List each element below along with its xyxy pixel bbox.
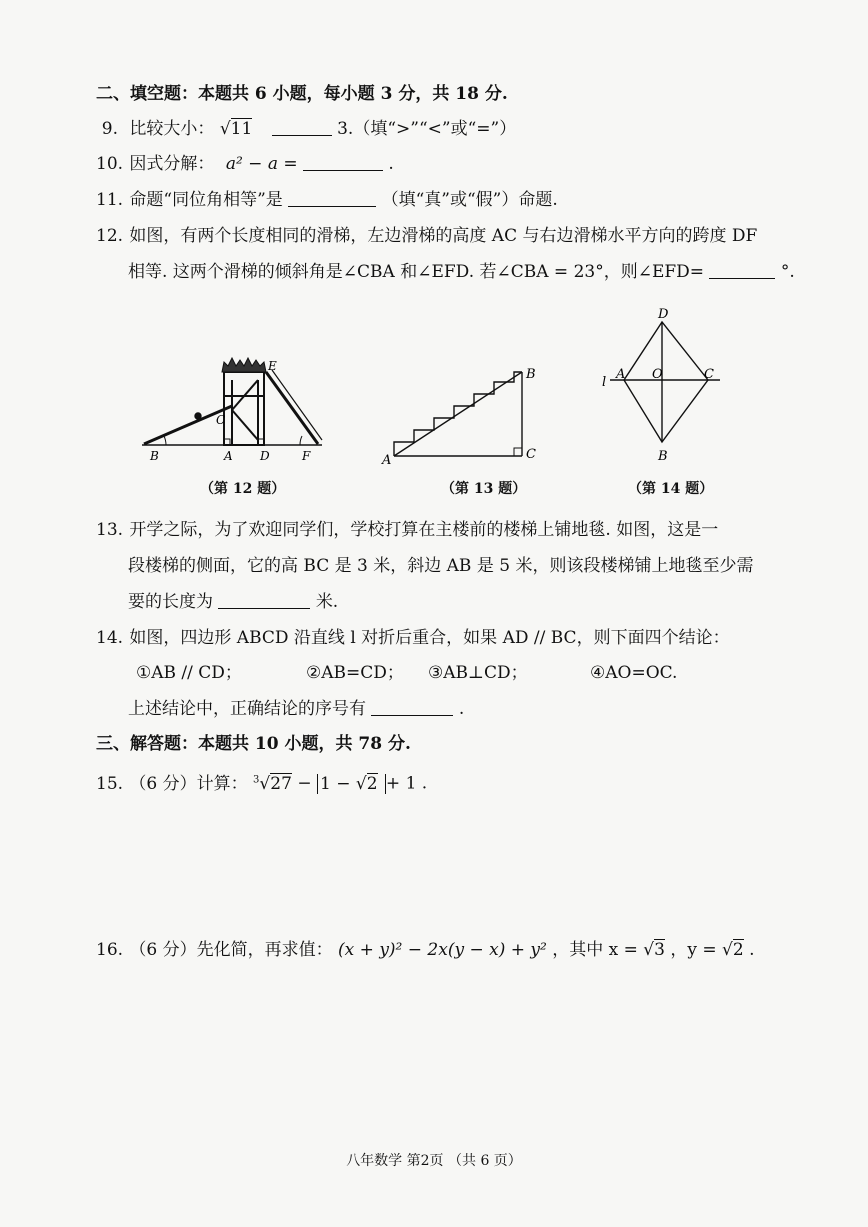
fig12-label-f: F (302, 449, 311, 463)
q16-radicand-y: 2 (732, 940, 744, 960)
fig13-label-b: B (526, 367, 536, 382)
q15-radicand-2: 2 (366, 773, 378, 794)
question-9 (96, 117, 516, 141)
q16-sep: ，y = (670, 940, 722, 960)
q16-end: . (749, 940, 755, 960)
q14-option-3: ③AB⊥CD； (428, 663, 528, 683)
figure-14-caption: （第 14 题） (628, 481, 714, 497)
fig14-label-d: D (658, 307, 669, 322)
q9-number: 9. (101, 119, 118, 139)
q15-root-index: 3 (253, 774, 260, 785)
q15-radicand-1: 27 (270, 773, 292, 794)
question-10 (96, 152, 394, 176)
fig12-label-c: C (216, 413, 226, 427)
q9-text-2: 3.（填“>”“<”或“=”） (337, 119, 517, 139)
figure-12-caption: （第 12 题） (200, 481, 286, 497)
right-slide (266, 372, 318, 444)
figure-13-staircase (380, 360, 550, 470)
fig12-label-d: D (260, 449, 270, 463)
fig13-label-a: A (382, 453, 392, 468)
q11-text-2: （填“真”或“假”）命题. (381, 190, 558, 210)
q9-answer-blank[interactable] (272, 117, 332, 136)
stair-hypotenuse (394, 372, 522, 456)
q14-line-3-text: 上述结论中，正确结论的序号有 (128, 699, 366, 719)
q15-number: 15. (96, 773, 124, 794)
q14-number: 14. (96, 628, 124, 648)
figure-13-caption: （第 13 题） (441, 481, 527, 497)
fig12-label-b: B (150, 449, 159, 463)
q15-minus: − (297, 773, 317, 794)
q15-cube-root: $^3$√27 (253, 773, 292, 794)
fig14-label-a: A (616, 367, 626, 382)
fig12-label-a: A (224, 449, 233, 463)
q9-sqrt: √11 (219, 119, 253, 139)
question-15 (96, 768, 427, 796)
page-footer: 八年数学 第2页 （共 6 页） (346, 1153, 522, 1169)
quad-abcd (624, 322, 708, 442)
q16-sqrt-x: √3 (643, 940, 665, 960)
q12-answer-blank[interactable] (709, 260, 775, 279)
q14-option-2: ②AB=CD； (306, 663, 404, 683)
q15-tail: + 1 . (385, 773, 428, 794)
q13-line-1-text: 开学之际，为了欢迎同学们，学校打算在主楼前的楼梯上铺地毯. 如图，这是一 (129, 520, 719, 540)
section-2-title: 二、填空题：本题共 6 小题，每小题 3 分，共 18 分. (96, 84, 508, 104)
q13-line-3-end: 米. (315, 592, 339, 612)
q10-text-1: 因式分解： (129, 154, 215, 174)
q14-line-3-end: . (458, 699, 465, 719)
fig13-label-c: C (526, 447, 536, 462)
fig14-label-l: l (602, 375, 607, 390)
fig14-label-b: B (658, 449, 668, 464)
question-13-line-3 (128, 590, 338, 614)
q12-line-2-end: °. (780, 262, 795, 282)
q12-number: 12. (96, 226, 124, 246)
q9-radicand: 11 (230, 119, 253, 139)
q13-answer-blank[interactable] (218, 590, 310, 609)
q15-absolute-value: 1 − √2 (317, 774, 386, 794)
question-14-line-3 (128, 697, 464, 721)
q14-option-4: ④AO=OC. (590, 663, 678, 683)
q16-number: 16. (96, 940, 124, 960)
fig14-label-c: C (704, 367, 714, 382)
tower-roof (222, 358, 266, 372)
q10-number: 10. (96, 154, 124, 174)
q15-abs-inner: 1 − (319, 773, 356, 794)
fig12-label-e: E (268, 359, 277, 373)
q16-text: （6 分）先化简，再求值： (129, 940, 333, 960)
fig14-label-o: O (652, 367, 663, 382)
q14-option-1: ①AB // CD； (136, 663, 242, 683)
q14-line-1-text: 如图，四边形 ABCD 沿直线 l 对折后重合，如果 AD // BC，则下面四个结论： (129, 628, 730, 648)
q11-answer-blank[interactable] (288, 188, 376, 207)
figure-12-slides (136, 350, 336, 465)
q16-radicand-x: 3 (654, 940, 665, 960)
q12-line-2-text: 相等. 这两个滑梯的倾斜角是∠CBA 和∠EFD. 若∠CBA = 23°，则∠EFD= (128, 262, 705, 282)
question-16 (96, 938, 754, 962)
q10-end: . (388, 154, 394, 174)
q13-number: 13. (96, 520, 124, 540)
q14-answer-blank[interactable] (371, 697, 453, 716)
q15-text: （6 分）计算： (129, 773, 248, 794)
q13-line-3-text: 要的长度为 (128, 592, 213, 612)
section-3-title: 三、解答题：本题共 10 小题，共 78 分. (96, 734, 411, 754)
q16-expression: (x + y)² − 2x(y − x) + y² (338, 940, 547, 960)
q9-text-1: 比较大小： (129, 119, 215, 139)
question-12-line-2 (128, 260, 795, 284)
question-12-line-1 (96, 224, 757, 248)
q13-line-2-text: 段楼梯的侧面，它的高 BC 是 3 米，斜边 AB 是 5 米，则该段楼梯铺上地毯至少需 (128, 556, 754, 576)
q10-expression: a² − a = (225, 154, 298, 174)
q16-mid: ，其中 x = (552, 940, 644, 960)
question-14-line-1 (96, 626, 730, 650)
question-13-line-1 (96, 518, 718, 542)
q12-line-1-text: 如图，有两个长度相同的滑梯，左边滑梯的高度 AC 与右边滑梯水平方向的跨度 DF (129, 226, 758, 246)
question-11 (96, 188, 558, 212)
q10-answer-blank[interactable] (303, 152, 383, 171)
q11-text-1: 命题“同位角相等”是 (129, 190, 283, 210)
q11-number: 11. (96, 190, 124, 210)
figure-14-quadrilateral (596, 302, 736, 467)
q16-sqrt-y: √2 (722, 940, 744, 960)
